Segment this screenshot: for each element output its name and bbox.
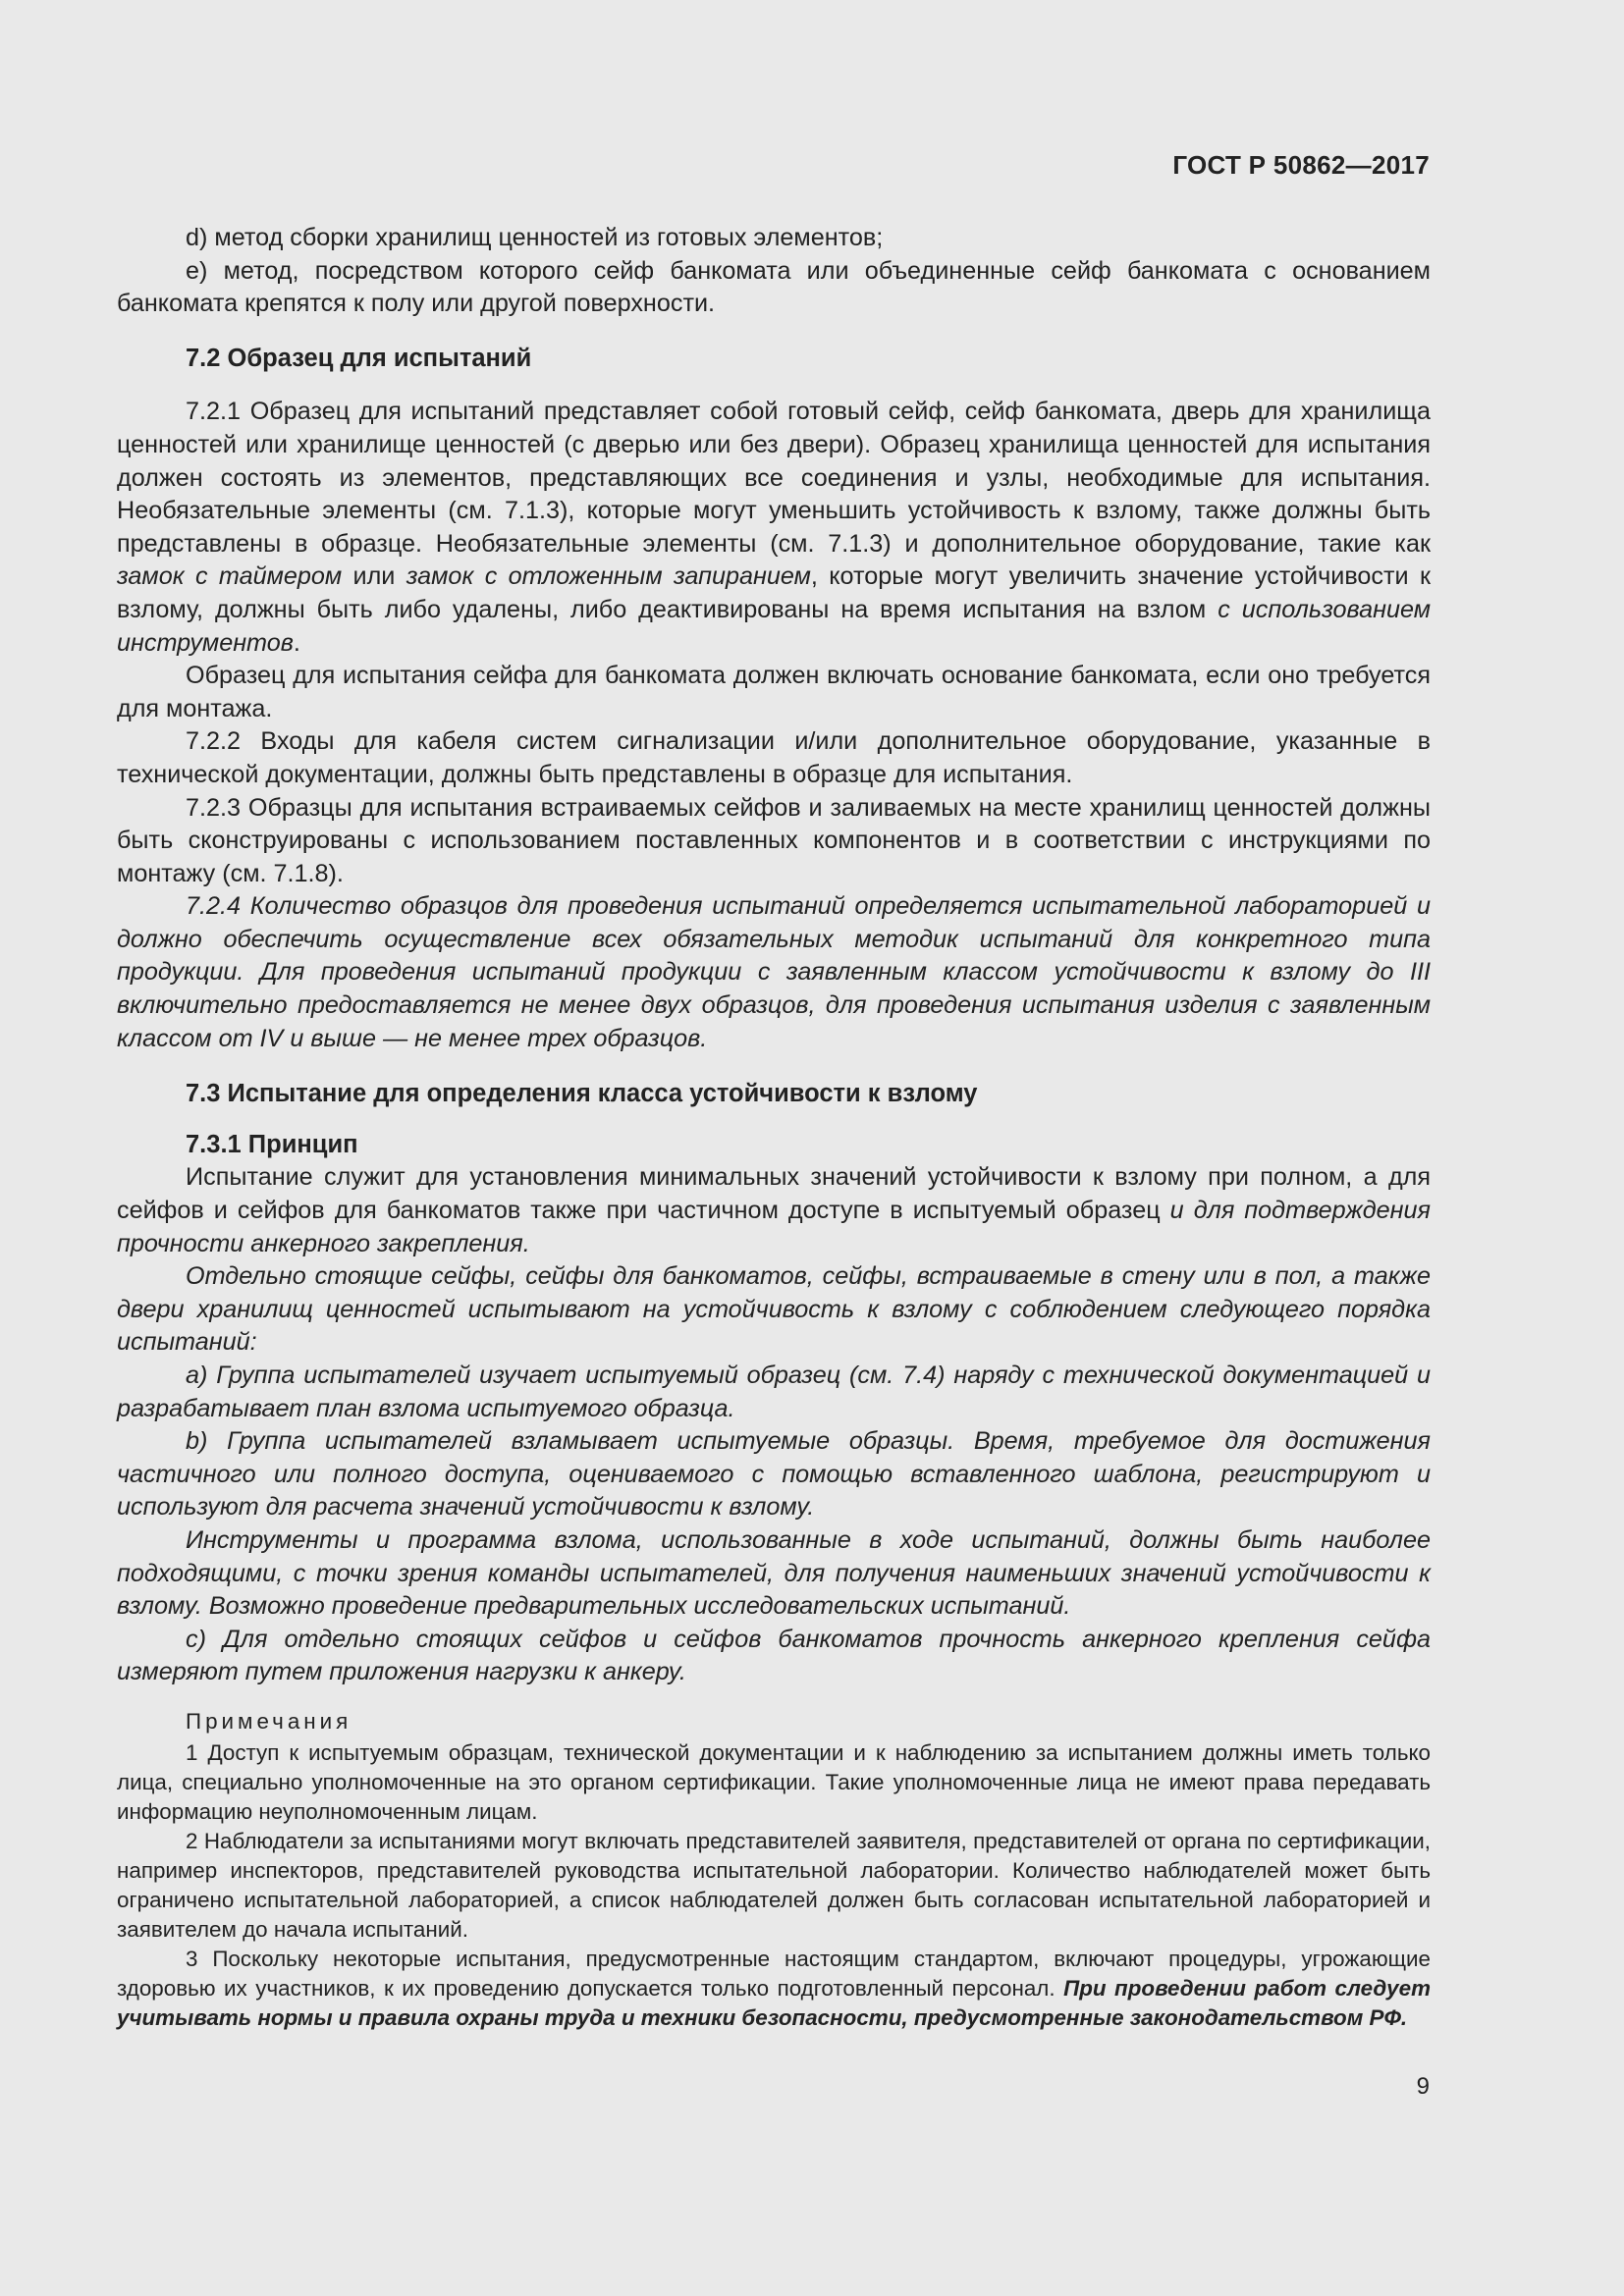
paragraph-7-2-4: 7.2.4 Количество образцов для проведения испытаний определяется испытательной лабораторией и должно обеспечить осуществление всех обязательных методик испытаний для конкретного типа продукции. Для проведения испытаний продукции с заявленным классом устойчивости к взлому до III включительно предоставляется не менее двух образцов, для проведения испытания изделия с заявленным классом от IV и выше — не менее трех образцов. [117, 892, 1431, 1052]
section-7-3-1-heading: 7.3.1 Принцип [186, 1130, 358, 1158]
page-number: 9 [1416, 2073, 1430, 2100]
paragraph-principle: Испытание служит для установления минимальных значений устойчивости к взлому при полном, а для сейфов и сейфов для банкоматов также при частичном доступе в испытуемый образец и для подтверждения прочности анкерного закрепления. [117, 1163, 1431, 1257]
standard-code: ГОСТ Р 50862—2017 [1172, 150, 1430, 180]
paragraph-7-2-2: 7.2.2 Входы для кабеля систем сигнализации и/или дополнительное оборудование, указанные в технической документации, должны быть представлены в образце для испытания. [117, 727, 1431, 788]
paragraph-tools: Инструменты и программа взлома, использованные в ходе испытаний, должны быть наиболее подходящими, с точки зрения команды испытателей, для получения наименьших значений устойчивости к взлому. Возможно проведение предварительных исследовательских испытаний. [117, 1525, 1431, 1621]
note-1: 1 Доступ к испытуемым образцам, технической документации и к наблюдению за испытанием должны иметь только лица, специально уполномоченные на это органом сертификации. Такие уполномоченные лица не имеют права передавать информацию неуполномоченным лицам. [117, 1739, 1431, 1824]
paragraph-atm-base: Образец для испытания сейфа для банкомата должен включать основание банкомата, если оно требуется для монтажа. [117, 662, 1431, 722]
section-7-3-heading: 7.3 Испытание для определения класса устойчивости к взлому [186, 1080, 978, 1108]
page-content [117, 222, 1431, 2033]
list-item-e: е) метод, посредством которого сейф банкомата или объединенные сейф банкомата с основанием банкомата крепятся к полу или другой поверхности. [117, 256, 1431, 318]
section-7-2-heading: 7.2 Образец для испытаний [186, 344, 532, 372]
list-item-d: d) метод сборки хранилищ ценностей из готовых элементов; [186, 224, 884, 251]
paragraph-step-b: b) Группа испытателей взламывает испытуемые образцы. Время, требуемое для достижения частичного или полного доступа, оцениваемого с помощью вставленного шаблона, регистрируют и используют для расчета значений устойчивости к взлому. [117, 1427, 1431, 1522]
paragraph-step-a: a) Группа испытателей изучает испытуемый образец (см. 7.4) наряду с технической документацией и разрабатывает план взлома испытуемого образца. [117, 1362, 1431, 1422]
paragraph-7-2-1: 7.2.1 Образец для испытаний представляет собой готовый сейф, сейф банкомата, дверь для хранилища ценностей или хранилище ценностей (с дверью или без двери). Образец хранилища ценностей для испытания должен состоять из элементов, представляющих все соединения и узлы, необходимые для испытания. Необязательные элементы (см. 7.1.3), которые могут уменьшить устойчивость к взлому, также должны быть представлены в образце. Необязательные элементы (см. 7.1.3) и дополнительное оборудование, такие как замок с таймером или замок с отложенным запиранием, которые могут увеличить значение устойчивости к взлому, должны быть либо удалены, либо деактивированы на время испытания на взлом с использованием инструментов. [117, 398, 1431, 657]
paragraph-test-order: Отдельно стоящие сейфы, сейфы для банкоматов, сейфы, встраиваемые в стену или в пол, а также двери хранилищ ценностей испытывают на устойчивость к взлому с соблюдением следующего порядка испытаний: [117, 1262, 1431, 1357]
notes-title: Примечания [186, 1708, 352, 1734]
paragraph-7-2-3: 7.2.3 Образцы для испытания встраиваемых сейфов и заливаемых на месте хранилищ ценностей должны быть сконструированы с использованием поставленных компонентов и в соответствии с инструкциями по монтажу (см. 7.1.8). [117, 793, 1431, 887]
notes-block [117, 1707, 1431, 2033]
note-2: 2 Наблюдатели за испытаниями могут включать представителей заявителя, представителей от органа по сертификации, например инспекторов, представителей руководства испытательной лаборатории. Количество наблюдателей может быть ограничено испытательной лабораторией, а список наблюдателей должен быть согласован испытательной лабораторией и заявителем до начала испытаний. [117, 1828, 1431, 1942]
note-3: 3 Поскольку некоторые испытания, предусмотренные настоящим стандартом, включают процедуры, угрожающие здоровью их участников, к их проведению допускается только подготовленный персонал. При проведении работ следует учитывать нормы и правила охраны труда и техники безопасности, предусмотренные законодательством РФ. [117, 1946, 1431, 2030]
paragraph-step-c: c) Для отдельно стоящих сейфов и сейфов банкоматов прочность анкерного крепления сейфа измеряют путем приложения нагрузки к анкеру. [117, 1625, 1431, 1686]
